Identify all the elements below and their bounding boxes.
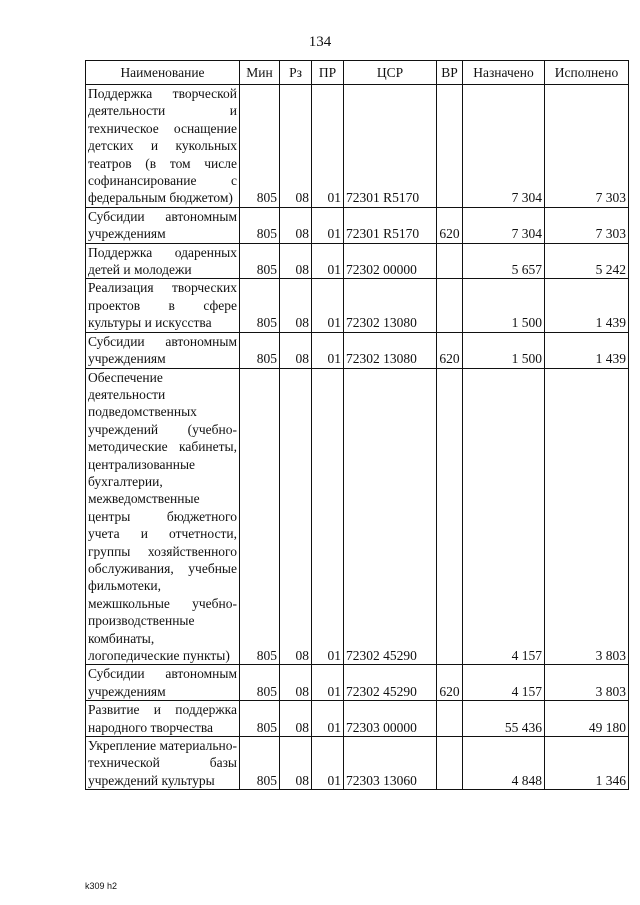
table-row: [86, 701, 629, 737]
row-executed: 3 803: [545, 665, 629, 701]
row-name: Субсидии автономным учреждениям: [86, 207, 240, 243]
row-vr: [437, 737, 463, 790]
row-vr: 620: [437, 332, 463, 368]
row-executed: 7 303: [545, 207, 629, 243]
page-number: 134: [308, 34, 332, 50]
row-assigned: 4 157: [463, 665, 545, 701]
column-header-name: Наименование: [86, 61, 240, 85]
row-executed: 1 439: [545, 279, 629, 332]
column-header-assigned: Назначено: [463, 61, 545, 85]
row-assigned: 4 157: [463, 368, 545, 665]
footer-code: k309 h2: [85, 881, 118, 891]
row-name: Укрепление материально-технической базы учреждений культуры: [86, 737, 240, 790]
row-csr: 72302 45290: [344, 665, 437, 701]
row-vr: 620: [437, 207, 463, 243]
row-min: 805: [240, 701, 280, 737]
row-rz: 08: [280, 701, 312, 737]
row-min: 805: [240, 279, 280, 332]
column-header-pr: ПР: [312, 61, 344, 85]
row-name: Развитие и поддержка народного творчества: [86, 701, 240, 737]
row-rz: 08: [280, 207, 312, 243]
row-assigned: 7 304: [463, 85, 545, 208]
row-executed: 3 803: [545, 368, 629, 665]
row-min: 805: [240, 665, 280, 701]
row-min: 805: [240, 737, 280, 790]
row-rz: 08: [280, 332, 312, 368]
row-rz: 08: [280, 85, 312, 208]
row-name: Реализация творческих проектов в сфере культуры и искусства: [86, 279, 240, 332]
row-csr: 72303 00000: [344, 701, 437, 737]
row-rz: 08: [280, 665, 312, 701]
table-row: [86, 85, 629, 208]
row-pr: 01: [312, 243, 344, 279]
table-row: [86, 207, 629, 243]
row-rz: 08: [280, 243, 312, 279]
row-pr: 01: [312, 701, 344, 737]
column-header-vr: ВР: [437, 61, 463, 85]
column-header-csr: ЦСР: [344, 61, 437, 85]
row-vr: [437, 368, 463, 665]
row-min: 805: [240, 243, 280, 279]
row-csr: 72303 13060: [344, 737, 437, 790]
row-pr: 01: [312, 85, 344, 208]
row-csr: 72302 00000: [344, 243, 437, 279]
row-pr: 01: [312, 279, 344, 332]
row-name: Обеспечение деятельности подведомственных учреждений (учебно-методические кабинеты, централизованные бухгалтерии, межведомственные центры бюджетного учета и отчетности, группы хозяйственного обслуживания, учебные фильмотеки, межшкольные учебно-производственные комбинаты, логопедические пункты): [86, 368, 240, 665]
row-vr: [437, 243, 463, 279]
column-header-rz: Рз: [280, 61, 312, 85]
row-assigned: 4 848: [463, 737, 545, 790]
table-row: [86, 332, 629, 368]
row-pr: 01: [312, 368, 344, 665]
row-vr: [437, 279, 463, 332]
row-rz: 08: [280, 279, 312, 332]
row-assigned: 5 657: [463, 243, 545, 279]
row-pr: 01: [312, 737, 344, 790]
row-rz: 08: [280, 368, 312, 665]
table-row: [86, 243, 629, 279]
table-row: [86, 737, 629, 790]
row-name: Поддержка одаренных детей и молодежи: [86, 243, 240, 279]
row-name: Субсидии автономным учреждениям: [86, 332, 240, 368]
row-name: Субсидии автономным учреждениям: [86, 665, 240, 701]
row-executed: 5 242: [545, 243, 629, 279]
row-pr: 01: [312, 207, 344, 243]
row-assigned: 1 500: [463, 279, 545, 332]
row-csr: 72302 45290: [344, 368, 437, 665]
row-assigned: 55 436: [463, 701, 545, 737]
row-min: 805: [240, 207, 280, 243]
table-row: [86, 279, 629, 332]
row-executed: 1 439: [545, 332, 629, 368]
row-name: Поддержка творческой деятельности и техническое оснащение детских и кукольных театров (в том числе софинансирование с федеральным бюджетом): [86, 85, 240, 208]
row-executed: 7 303: [545, 85, 629, 208]
budget-table: [85, 60, 629, 790]
column-header-min: Мин: [240, 61, 280, 85]
row-rz: 08: [280, 737, 312, 790]
row-vr: [437, 85, 463, 208]
row-min: 805: [240, 368, 280, 665]
row-csr: 72302 13080: [344, 332, 437, 368]
table-header-row: [86, 61, 629, 85]
row-vr: 620: [437, 665, 463, 701]
row-executed: 49 180: [545, 701, 629, 737]
row-min: 805: [240, 332, 280, 368]
row-assigned: 7 304: [463, 207, 545, 243]
row-pr: 01: [312, 665, 344, 701]
row-csr: 72301 R5170: [344, 85, 437, 208]
row-csr: 72302 13080: [344, 279, 437, 332]
row-vr: [437, 701, 463, 737]
column-header-executed: Исполнено: [545, 61, 629, 85]
row-assigned: 1 500: [463, 332, 545, 368]
row-pr: 01: [312, 332, 344, 368]
table-row: [86, 665, 629, 701]
row-csr: 72301 R5170: [344, 207, 437, 243]
row-executed: 1 346: [545, 737, 629, 790]
row-min: 805: [240, 85, 280, 208]
table-row: [86, 368, 629, 665]
